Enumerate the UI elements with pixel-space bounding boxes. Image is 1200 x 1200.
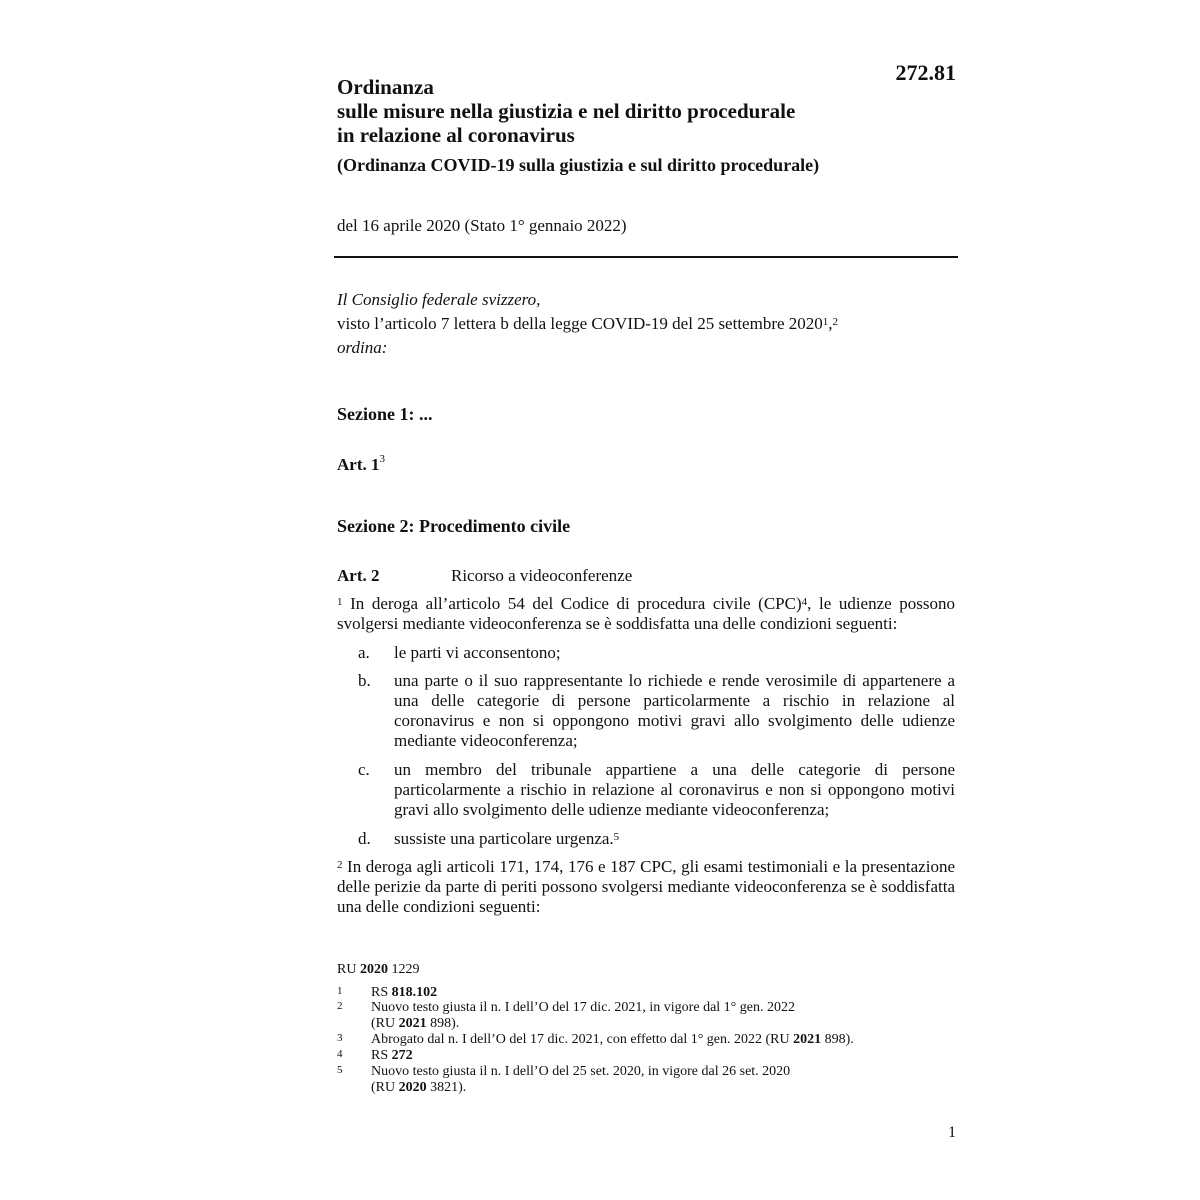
article-2-label: Art. 2 [337,566,380,585]
footnote-3 [337,1032,957,1048]
preamble-decree: ordina: [337,338,388,357]
preamble-basis [337,312,957,336]
footnote-text-part: RS [371,1048,392,1063]
footnote-ref-2[interactable]: 2 [832,316,839,328]
title-line: Ordinanza [337,75,434,99]
footnote-ref-1[interactable]: 1 [822,316,829,328]
footnote-source-year: 2020 [359,962,388,977]
article-2-paragraph-1 [337,594,955,634]
footnote-number: 5 [337,1064,343,1076]
footnote-text-part: (RU [371,1016,399,1031]
footnote-text-part: 3821). [426,1080,467,1095]
list-item [337,760,955,820]
list-item-text: una parte o il suo rappresentante lo richiede e rende verosimile di appartenere a una delle categorie di persone particolarmente a rischio in relazione al coronavirus e non si oppongono motivi gravi allo svolgimento delle udienze mediante videoconferenza; [394,671,955,750]
footnote-text-bold: 2021 [398,1016,427,1031]
footnote-ref-4[interactable]: 4 [801,596,808,608]
article-1-label: Art. 1 [337,455,380,474]
footnote-ref-5[interactable]: 5 [613,831,620,843]
sr-number: 272.81 [895,60,956,85]
list-item-text: sussiste una particolare urgenza. [394,829,614,848]
footnote-text [371,1000,957,1032]
list-item-letter: c. [358,760,370,779]
footnote-source [337,962,419,978]
footnote-text-bold: 2020 [398,1080,427,1095]
article-1-heading [337,455,385,475]
footnote-4 [337,1048,957,1064]
footnote-2 [337,1000,957,1032]
footnote-ref-separator: , [828,314,833,333]
footnote-text-bold: 818.102 [391,985,438,1000]
section-1-heading: Sezione 1: ... [337,404,433,424]
footnote-1 [337,985,957,1001]
page-number: 1 [948,1124,956,1141]
footnote-text [371,1048,957,1064]
title-line: in relazione al coronavirus [337,123,575,147]
list-item [337,643,955,663]
section-2-heading: Sezione 2: Procedimento civile [337,516,571,536]
list-item-letter: a. [358,643,370,662]
paragraph-number: 2 [337,859,343,871]
paragraph-number: 1 [337,596,343,608]
list-item [337,829,955,849]
article-2-title: Ricorso a videoconferenze [451,566,633,585]
footnote-text-part: Nuovo testo giusta il n. I dell’O del 25 set. 2020, in vigore dal 26 set. 2020 [371,1064,791,1079]
title-line: sulle misure nella giustizia e nel diritto procedurale [337,99,796,123]
document-date: del 16 aprile 2020 (Stato 1° gennaio 2022) [337,216,627,235]
footnote-text-bold: 2021 [793,1032,822,1047]
document-short-title: (Ordinanza COVID-19 sulla giustizia e sul diritto procedurale) [337,155,820,175]
footnote-number: 2 [337,1000,343,1012]
header-divider [334,256,958,258]
paragraph-text: , le udienze possono svolgersi mediante videoconferenza se è soddisfatta una delle condizioni seguenti: [337,594,955,633]
footnote-text [371,1032,957,1048]
preamble-authority: Il Consiglio federale svizzero, [337,290,541,309]
list-item-text-wrap [394,829,955,849]
footnote-text [371,985,957,1001]
footnote-ref-3[interactable]: 3 [379,453,385,465]
footnote-5 [337,1064,957,1096]
footnote-source-prefix: RU [337,962,360,977]
footnote-number: 3 [337,1032,343,1044]
document-title [337,75,897,147]
footnote-text-part: Abrogato dal n. I dell’O del 17 dic. 2021, con effetto dal 1° gen. 2022 (RU [371,1032,794,1047]
footnote-text-part: 898). [821,1032,854,1047]
list-item-letter: b. [358,671,371,690]
preamble [337,288,957,360]
footnote-text-part: Nuovo testo giusta il n. I dell’O del 17 dic. 2021, in vigore dal 1° gen. 2022 [371,1000,795,1015]
list-item-text: un membro del tribunale appartiene a una delle categorie di persone particolarmente a rischio in relazione al coronavirus e non si oppongono motivi gravi allo svolgimento delle udienze mediante videoconferenza; [394,760,955,819]
footnote-number: 1 [337,985,343,997]
footnote-text-part: (RU [371,1080,399,1095]
footnote-text-part: 898). [426,1016,460,1031]
article-2-paragraph-2 [337,857,955,917]
list-item-letter: d. [358,829,371,848]
footnote-text [371,1064,957,1096]
list-item-text: le parti vi acconsentono; [394,643,561,662]
footnote-source-page: 1229 [387,962,420,977]
article-2-heading [337,566,632,586]
preamble-basis-text: visto l’articolo 7 lettera b della legge COVID-19 del 25 settembre 2020 [337,314,823,333]
footnote-number: 4 [337,1048,343,1060]
footnote-text-part: RS [371,985,392,1000]
paragraph-text: In deroga agli articoli 171, 174, 176 e 187 CPC, gli esami testimoniali e la presentazione delle perizie da parte di periti possono svolgersi mediante videoconferenza se è soddisfatta una delle condizioni seguenti: [337,857,955,916]
footnote-text-bold: 272 [391,1048,413,1063]
list-item [337,671,955,751]
paragraph-text: In deroga all’articolo 54 del Codice di procedura civile (CPC) [342,594,802,613]
